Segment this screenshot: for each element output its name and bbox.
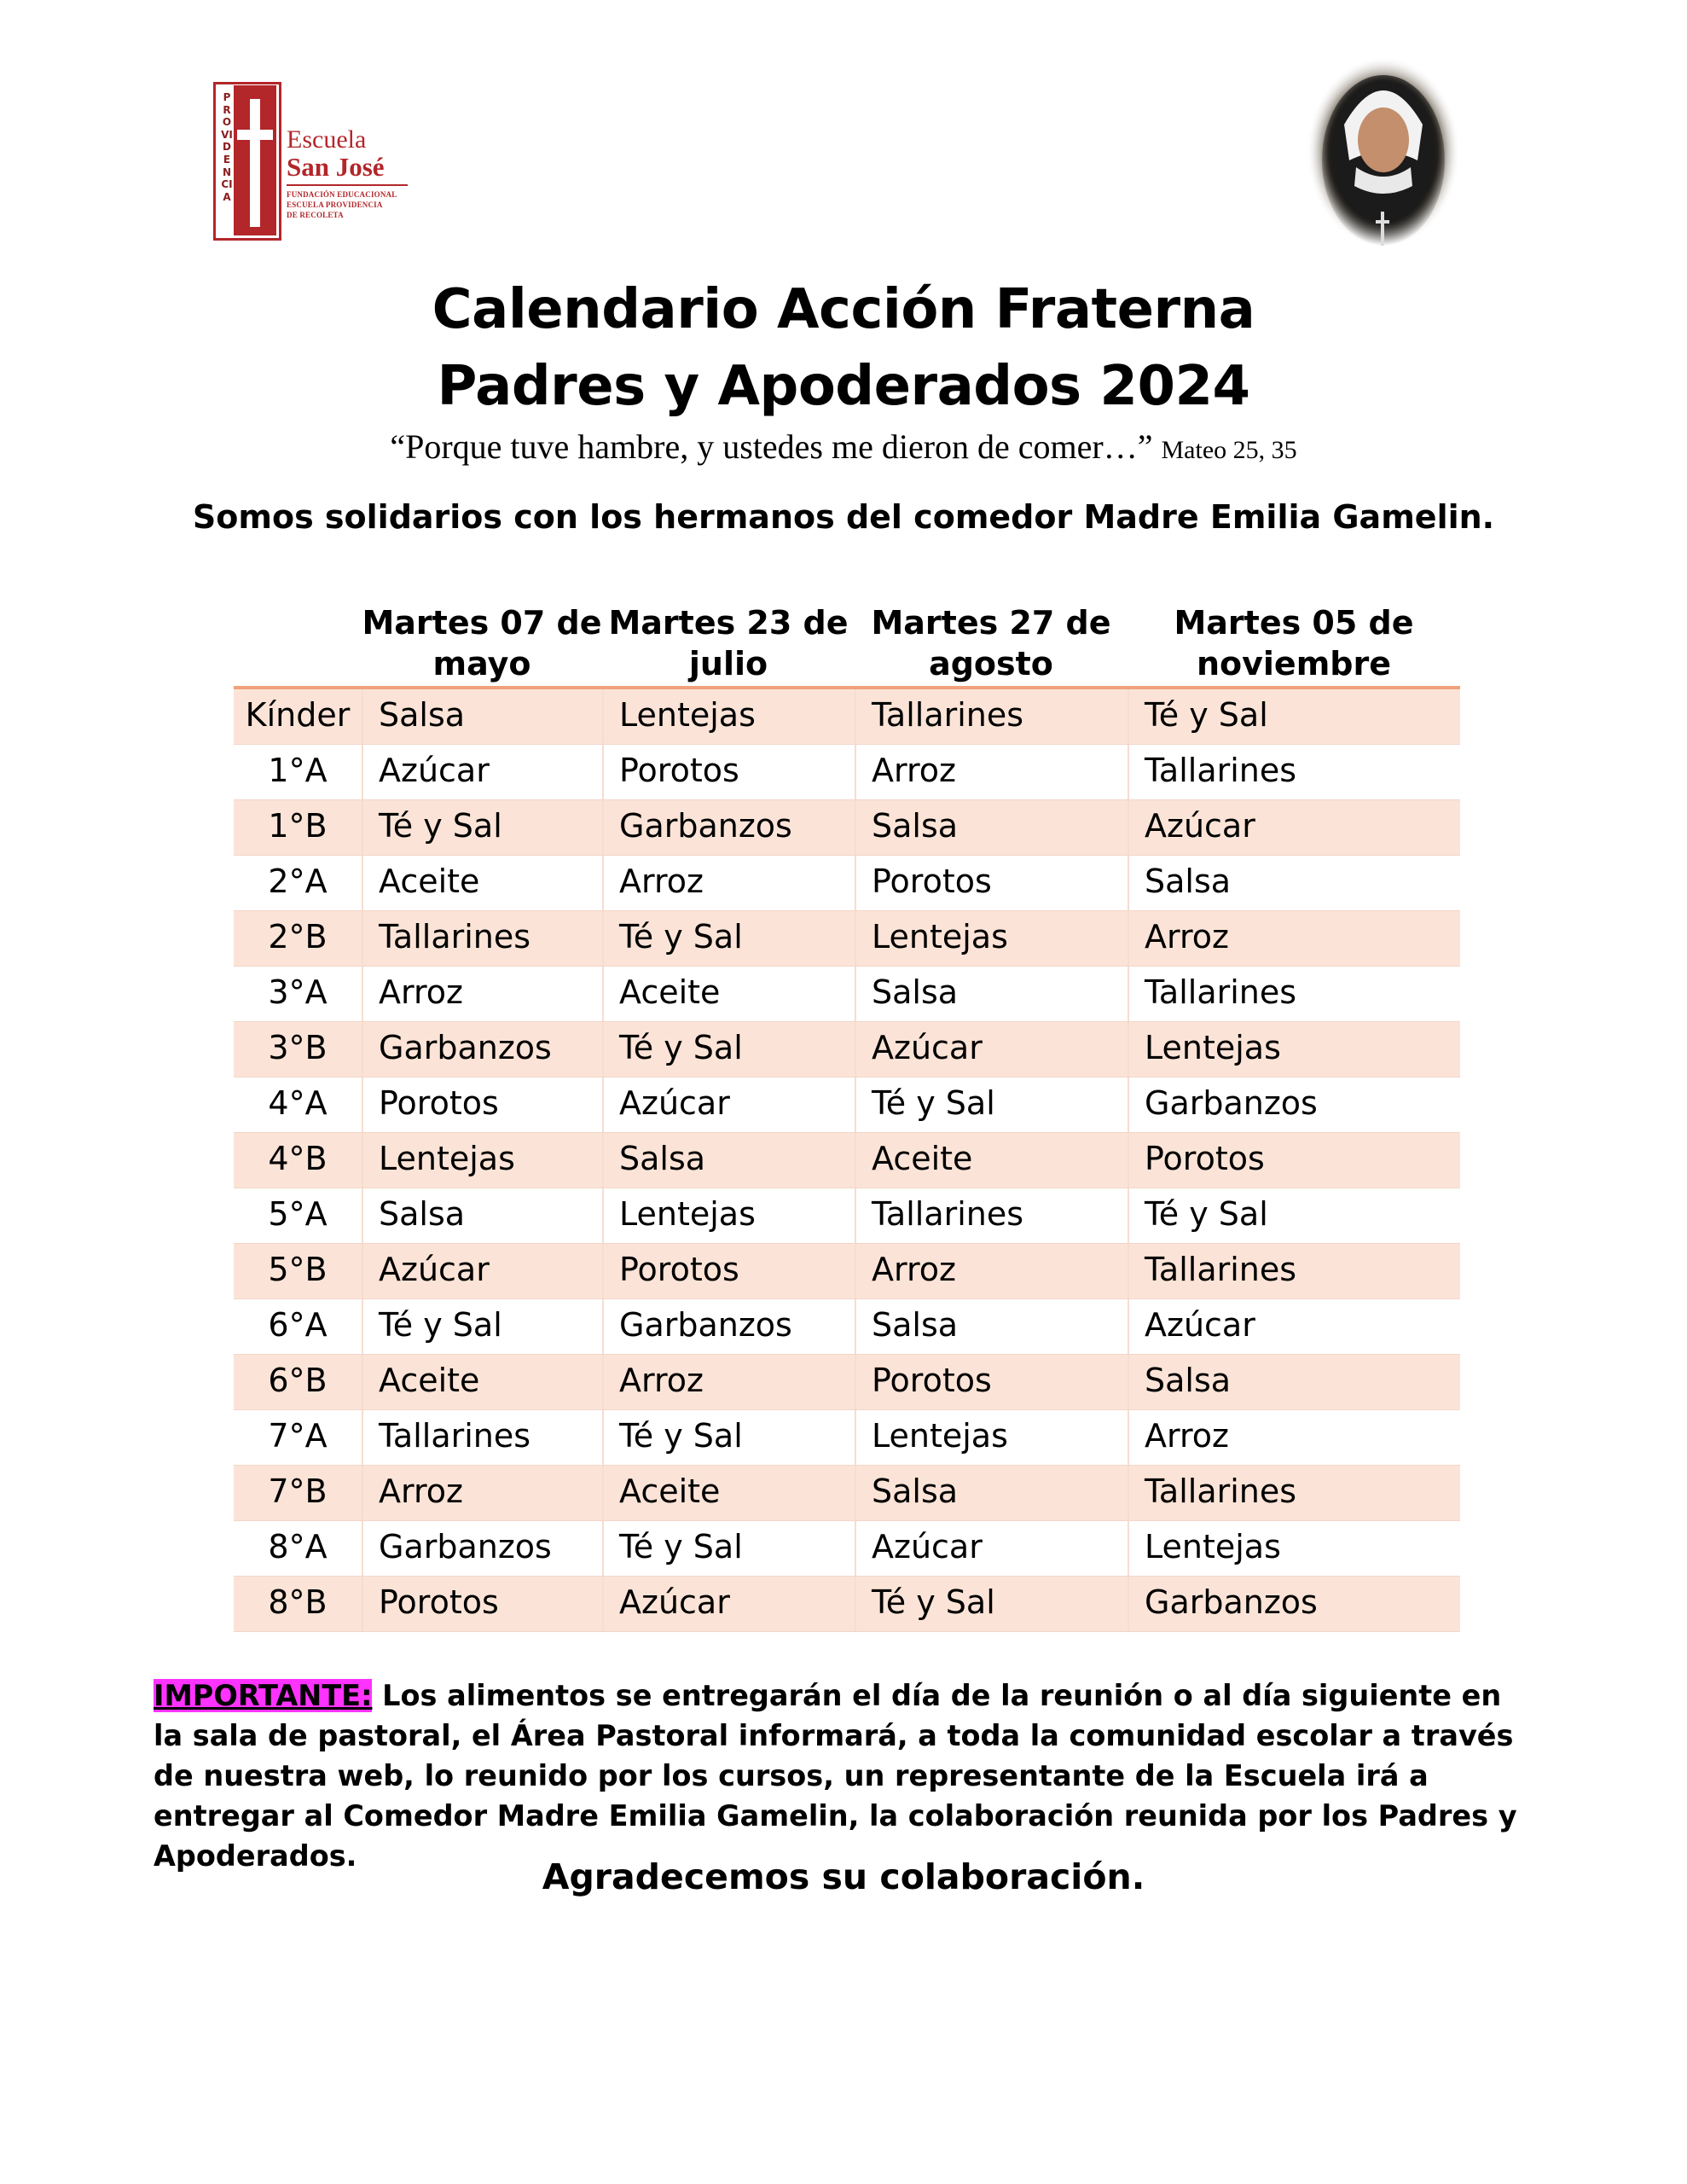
item-cell: Garbanzos xyxy=(362,1521,602,1576)
course-cell: 8°B xyxy=(268,1583,328,1621)
item-cell: Porotos xyxy=(602,745,855,799)
item-cell: Porotos xyxy=(855,1355,1128,1409)
course-cell: 2°B xyxy=(268,918,328,956)
item-cell: Garbanzos xyxy=(602,800,855,855)
item-cell: Té y Sal xyxy=(602,1521,855,1576)
course-cell: 4°B xyxy=(268,1140,328,1177)
quote-reference: Mateo 25, 35 xyxy=(1161,436,1297,464)
item-cell: Salsa xyxy=(855,967,1128,1021)
item-cell: Salsa xyxy=(855,800,1128,855)
quote-text: “Porque tuve hambre, y ustedes me dieron de comer…” xyxy=(390,427,1153,466)
course-cell: 1°B xyxy=(268,807,328,845)
item-cell: Arroz xyxy=(362,1466,602,1520)
table-row xyxy=(234,800,1460,856)
item-cell: Garbanzos xyxy=(602,1299,855,1354)
cross-icon xyxy=(234,85,276,235)
item-cell: Arroz xyxy=(1128,1410,1460,1465)
item-cell: Salsa xyxy=(602,1133,855,1188)
item-cell: Lentejas xyxy=(602,689,855,744)
column-header xyxy=(602,602,855,686)
column-header-line1: Martes 27 de xyxy=(871,604,1111,642)
item-cell: Salsa xyxy=(1128,856,1460,910)
item-cell: Aceite xyxy=(602,967,855,1021)
page-title-line1: Calendario Acción Fraterna xyxy=(432,278,1255,341)
logo-small-line: ESCUELA PROVIDENCIA xyxy=(287,200,383,209)
course-cell: 7°B xyxy=(268,1472,328,1510)
logo-small-line: FUNDACIÓN EDUCACIONAL xyxy=(287,190,397,199)
item-cell: Azúcar xyxy=(855,1521,1128,1576)
item-cell: Té y Sal xyxy=(362,800,602,855)
item-cell: Salsa xyxy=(855,1466,1128,1520)
course-cell: 2°A xyxy=(268,863,328,900)
item-cell: Arroz xyxy=(1128,911,1460,966)
item-cell: Té y Sal xyxy=(602,1022,855,1077)
table-row xyxy=(234,911,1460,967)
important-text: Los alimentos se entregarán el día de la reunión o al día siguiente en la sala de pastoral, el Área Pastoral informará, a toda la comunidad escolar a través de nuestra web, lo reunido por los cursos, un representante de la Escuela irá a entregar al Comedor Madre Emilia Gamelin, la colaboración reunida por los Padres y Apoderados. xyxy=(154,1679,1517,1873)
logo-divider xyxy=(287,184,408,186)
item-cell: Azúcar xyxy=(602,1577,855,1631)
course-cell: 1°A xyxy=(268,752,328,789)
item-cell: Arroz xyxy=(362,967,602,1021)
item-cell: Lentejas xyxy=(362,1133,602,1188)
item-cell: Lentejas xyxy=(1128,1022,1460,1077)
item-cell: Garbanzos xyxy=(362,1022,602,1077)
course-cell: 3°B xyxy=(268,1029,328,1066)
item-cell: Té y Sal xyxy=(855,1577,1128,1631)
column-header-line2: julio xyxy=(688,645,768,682)
closing-message: Agradecemos su colaboración. xyxy=(542,1856,1145,1897)
table-row xyxy=(234,1133,1460,1188)
item-cell: Aceite xyxy=(602,1466,855,1520)
logo-name-line2: San José xyxy=(287,152,385,182)
item-cell: Tallarines xyxy=(1128,967,1460,1021)
item-cell: Tallarines xyxy=(855,1188,1128,1243)
item-cell: Azúcar xyxy=(602,1077,855,1132)
item-cell: Lentejas xyxy=(855,1410,1128,1465)
course-cell: 5°A xyxy=(268,1195,328,1233)
item-cell: Salsa xyxy=(855,1299,1128,1354)
column-header xyxy=(1128,602,1460,686)
item-cell: Tallarines xyxy=(362,911,602,966)
table-row xyxy=(234,689,1460,745)
item-cell: Aceite xyxy=(855,1133,1128,1188)
column-header-line1: Martes 07 de xyxy=(362,604,602,642)
course-cell: 6°A xyxy=(268,1306,328,1344)
bible-quote xyxy=(0,427,1687,467)
item-cell: Azúcar xyxy=(362,745,602,799)
column-header-line2: mayo xyxy=(432,645,531,682)
item-cell: Salsa xyxy=(362,689,602,744)
item-cell: Azúcar xyxy=(855,1022,1128,1077)
item-cell: Porotos xyxy=(855,856,1128,910)
item-cell: Té y Sal xyxy=(602,911,855,966)
column-header xyxy=(362,602,602,686)
course-cell: 3°A xyxy=(268,973,328,1011)
table-row xyxy=(234,1410,1460,1466)
table-row xyxy=(234,1466,1460,1521)
item-cell: Té y Sal xyxy=(1128,1188,1460,1243)
logo-foundation-text xyxy=(287,189,397,220)
item-cell: Té y Sal xyxy=(362,1299,602,1354)
course-cell: 7°A xyxy=(268,1417,328,1455)
item-cell: Tallarines xyxy=(1128,1466,1460,1520)
item-cell: Té y Sal xyxy=(1128,689,1460,744)
table-row xyxy=(234,1244,1460,1299)
item-cell: Té y Sal xyxy=(602,1410,855,1465)
table-row xyxy=(234,967,1460,1022)
item-cell: Tallarines xyxy=(1128,745,1460,799)
subtitle: Somos solidarios con los hermanos del comedor Madre Emilia Gamelin. xyxy=(192,498,1495,536)
item-cell: Porotos xyxy=(1128,1133,1460,1188)
item-cell: Porotos xyxy=(602,1244,855,1298)
course-cell: Kínder xyxy=(245,696,351,734)
course-cell: 5°B xyxy=(268,1251,328,1288)
item-cell: Arroz xyxy=(602,1355,855,1409)
table-row xyxy=(234,1521,1460,1577)
item-cell: Azúcar xyxy=(1128,800,1460,855)
table-row xyxy=(234,1022,1460,1077)
course-cell: 6°B xyxy=(268,1362,328,1399)
item-cell: Azúcar xyxy=(1128,1299,1460,1354)
portrait-image xyxy=(1305,58,1463,263)
course-cell: 8°A xyxy=(268,1528,328,1565)
column-header-line1: Martes 05 de xyxy=(1174,604,1414,642)
table-row xyxy=(234,1355,1460,1410)
column-header-line1: Martes 23 de xyxy=(608,604,849,642)
item-cell: Té y Sal xyxy=(855,1077,1128,1132)
item-cell: Aceite xyxy=(362,856,602,910)
item-cell: Aceite xyxy=(362,1355,602,1409)
logo-small-line: DE RECOLETA xyxy=(287,211,344,219)
item-cell: Lentejas xyxy=(602,1188,855,1243)
course-cell: 4°A xyxy=(268,1084,328,1122)
item-cell: Arroz xyxy=(602,856,855,910)
logo-vertical-text: PROVIDENCIA xyxy=(221,91,233,203)
item-cell: Tallarines xyxy=(855,689,1128,744)
table-row xyxy=(234,1188,1460,1244)
table-row xyxy=(234,1577,1460,1632)
school-logo xyxy=(213,82,418,244)
table-row xyxy=(234,1299,1460,1355)
table-row xyxy=(234,1077,1460,1133)
item-cell: Porotos xyxy=(362,1577,602,1631)
item-cell: Arroz xyxy=(855,745,1128,799)
item-cell: Arroz xyxy=(855,1244,1128,1298)
column-header-line2: agosto xyxy=(929,645,1053,682)
item-cell: Azúcar xyxy=(362,1244,602,1298)
item-cell: Salsa xyxy=(1128,1355,1460,1409)
item-cell: Tallarines xyxy=(362,1410,602,1465)
table-row xyxy=(234,856,1460,911)
logo-name-line1: Escuela xyxy=(287,125,367,154)
column-header-line2: noviembre xyxy=(1196,645,1392,682)
important-label: IMPORTANTE: xyxy=(154,1679,373,1712)
item-cell: Tallarines xyxy=(1128,1244,1460,1298)
item-cell: Lentejas xyxy=(1128,1521,1460,1576)
important-notice xyxy=(154,1676,1539,1876)
item-cell: Salsa xyxy=(362,1188,602,1243)
item-cell: Porotos xyxy=(362,1077,602,1132)
page-title-line2: Padres y Apoderados 2024 xyxy=(437,355,1250,418)
table-body xyxy=(234,689,1460,1632)
column-header xyxy=(855,602,1128,686)
item-cell: Lentejas xyxy=(855,911,1128,966)
table-row xyxy=(234,745,1460,800)
item-cell: Garbanzos xyxy=(1128,1077,1460,1132)
item-cell: Garbanzos xyxy=(1128,1577,1460,1631)
